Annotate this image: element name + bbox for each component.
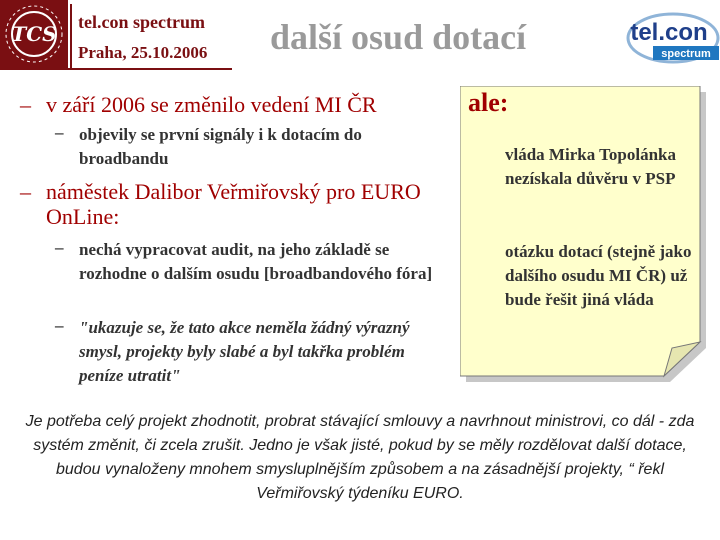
note-heading: ale: — [468, 88, 509, 117]
place-date: Praha, 25.10.2006 — [78, 43, 208, 62]
telcon-emblem-logo — [0, 0, 68, 68]
logo-word-spectrum: spectrum — [661, 48, 711, 60]
subbullet-dash: – — [55, 123, 64, 142]
slide-title: další osud dotací — [270, 17, 527, 57]
quote-paragraph: Je potřeba celý projekt zhodnotit, probrat stávající smlouvy a navrhnout ministrovi, co dál - zda systém změnit, či zcela zrušit. Jedno je však jisté, pokud by se měly rozdělovat další dotace, budou vynaloženy mnohem smysluplnějším způsobem a na zásadnější projekty, “ řekl Veřmiřovský týdeníku EURO. — [25, 413, 695, 502]
organization-name: tel.con spectrum — [78, 12, 205, 32]
note-paragraph-government: vláda Mirka Topolánka nezískala důvěru v PSP — [505, 145, 677, 188]
bullet-dash: – — [20, 179, 31, 204]
sticky-note — [460, 86, 708, 384]
subbullet-text: objevily se první signály i k dotacím do broadbandu — [79, 125, 362, 168]
bullet-text: náměstek Dalibor Veřmiřovský pro EURO OnLine: — [46, 179, 421, 229]
subbullet-text: nechá vypracovat audit, na jeho základě se rozhodne o dalším osudu [broadbandového fóra] — [79, 240, 433, 283]
telcon-spectrum-logo — [615, 10, 720, 65]
subbullet-dash: – — [55, 238, 64, 257]
emblem-letters: TCS — [11, 22, 57, 46]
note-paragraph-subsidies: otázku dotací (stejně jako dalšího osudu MI ČR) už bude řešit jiná vláda — [505, 242, 692, 309]
subbullet-dash: – — [55, 316, 64, 335]
subbullet-text: "ukazuje se, že tato akce neměla žádný výrazný smysl, projekty byly slabé a byl takřka problém peníze utratit" — [79, 318, 410, 385]
header-divider-vertical — [70, 4, 72, 68]
bullet-text: v září 2006 se změnilo vedení MI ČR — [46, 92, 377, 117]
logo-word-telcon: tel.con — [630, 19, 708, 46]
header-divider-horizontal — [0, 68, 232, 70]
bullet-dash: – — [20, 92, 31, 117]
